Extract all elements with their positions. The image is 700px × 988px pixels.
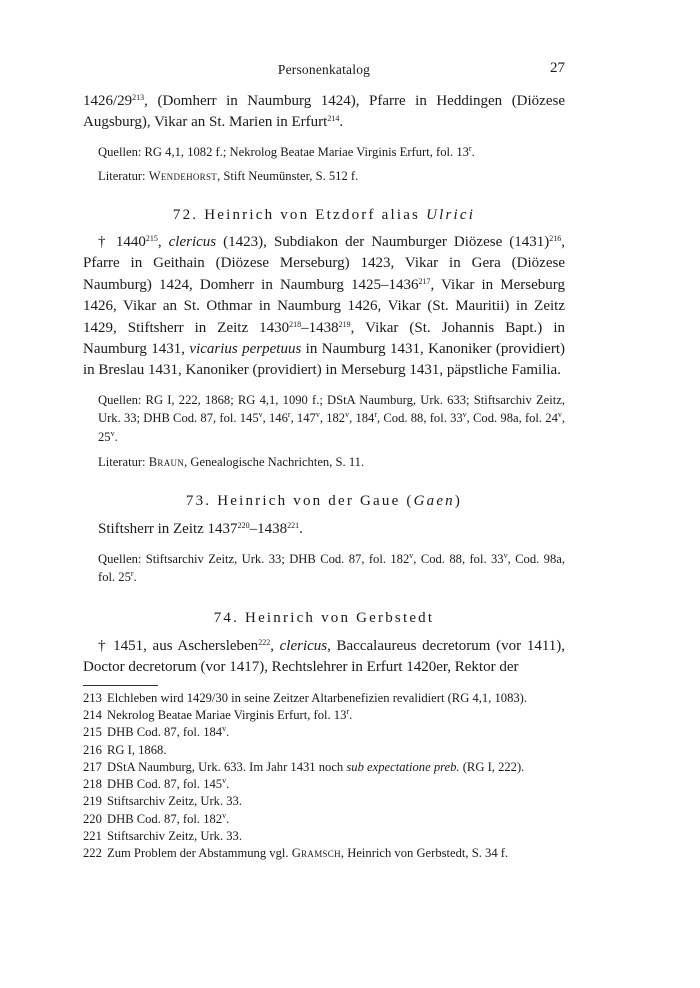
running-title: Personenkatalog bbox=[277, 62, 371, 77]
entry-74-main-text: † 1451, aus Aschersleben$^{222}$, clericus, Baccalaureus decretorum (vor 1411), Doctor decretorum (vor 1417), Rechtslehrer in Erfurt 1420er, Rektor der bbox=[83, 637, 566, 676]
footnote: 215 DHB Cod. 87, fol. 184$^v$. bbox=[83, 724, 230, 740]
footnote: 214 Nekrolog Beatae Mariae Virginis Erfurt, fol. 13$^r$. bbox=[83, 706, 353, 722]
footnote: 213 Elchleben wird 1429/30 in seine Zeitzer Altarbenefizien revalidiert (RG 4,1, 1083). bbox=[83, 690, 528, 705]
entry-74-heading: 74. Heinrich von Gerbstedt bbox=[213, 609, 435, 626]
footnote: 216 RG I, 1868. bbox=[83, 742, 167, 757]
footnote: 219 Stiftsarchiv Zeitz, Urk. 33. bbox=[83, 794, 243, 809]
author-name: Braun bbox=[148, 454, 185, 469]
running-head bbox=[83, 60, 565, 84]
footnotes bbox=[83, 690, 565, 863]
footnote-separator bbox=[83, 685, 158, 686]
entry-72-heading: 72. Heinrich von Etzdorf alias Ulrici bbox=[172, 207, 476, 223]
footnote-ref: 213 bbox=[132, 93, 145, 102]
footnote: 221 Stiftsarchiv Zeitz, Urk. 33. bbox=[83, 829, 243, 843]
author-name: Wendehorst bbox=[148, 169, 218, 184]
footnote: 220 DHB Cod. 87, fol. 182$^v$. bbox=[83, 810, 230, 826]
entry-72-main-text: † 1440$^{215}$, clericus (1423), Subdiakon der Naumburger Diözese $(1431)^{216}$, Pfarre in Geithain (Diözese Merseburg) 1423, Vikar in Gera (Diözese Naumburg) 1424, Domherr in Naumburg 1425–1436$^{217}$, Vikar in Merseburg 1426, Vikar an St. Othmar in Naumburg 1426, Vikar (St. Mauritii) in Zeitz 1429, Stiftsherr in Zeitz 1430$^{218}$–1438$^{219}$, Vikar (St. Johannis Bapt.) in Naumburg 1431, vicarius perpetuus in Naumburg 1431, Kanoniker (providiert) in Breslau 1431, Kanoniker (providiert) in Merseburg 1431, päpstliche Familia. bbox=[83, 234, 566, 379]
footnote: 218 DHB Cod. 87, fol. 145$^v$. bbox=[83, 776, 230, 792]
entry-73-main-text: Stiftsherr in Zeitz 1437$^{220}$–1438$^{221}$. bbox=[98, 521, 303, 538]
footnote-ref: 214 bbox=[327, 114, 340, 124]
page-number: 27 bbox=[550, 60, 565, 76]
footnote: 222 Zum Problem der Abstammung vgl. Gramsch, Heinrich von Gerbstedt, S. 34 f. bbox=[83, 846, 509, 861]
entry-73-sources: Quellen: Stiftsarchiv Zeitz, Urk. 33; DHB Cod. 87, fol. 182$^v$, Cod. 88, fol. 33$^v$, Cod. 98a, fol. 25$^r$. bbox=[98, 550, 566, 585]
book-page bbox=[83, 60, 565, 863]
entry-73-heading: 73. Heinrich von der Gaue (Gaen) bbox=[185, 493, 463, 510]
entry-72-literature: Literatur: Braun, Genealogische Nachrichten, S. 11. bbox=[98, 454, 365, 469]
author-name: Gramsch bbox=[291, 846, 341, 861]
entry-71-sources: Quellen: RG 4,1, 1082 f.; Nekrolog Beatae Mariae Virginis Erfurt, fol. 13$^r$. bbox=[98, 143, 475, 159]
footnote: 217 DStA Naumburg, Urk. 633. Im Jahr 1431 noch sub expectatione preb. (RG I, 222). bbox=[83, 759, 525, 774]
entry-71-literature: Literatur: Wendehorst, Stift Neumünster, S. 512 f. bbox=[98, 169, 359, 184]
entry-72-sources: Quellen: RG I, 222, 1868; RG 4,1, 1090 f.; DStA Naumburg, Urk. 633; Stiftsarchiv Zeitz, Urk. 33; DHB Cod. 87, fol. 145$^v$, 146$^r$, 147$^v$, 182$^v$, 184$^r$, Cod. 88, fol. 33$^v$, Cod. 98a, fol. 24$^v$, 25$^v$. bbox=[98, 392, 566, 445]
entry-71-main-text: $1426/29^{213}$, (Domherr in Naumburg 1424), Pfarre in Heddingen (Diözese Augsburg), Vikar an St. Marien in Erfurt$^{214}$. bbox=[83, 93, 565, 131]
